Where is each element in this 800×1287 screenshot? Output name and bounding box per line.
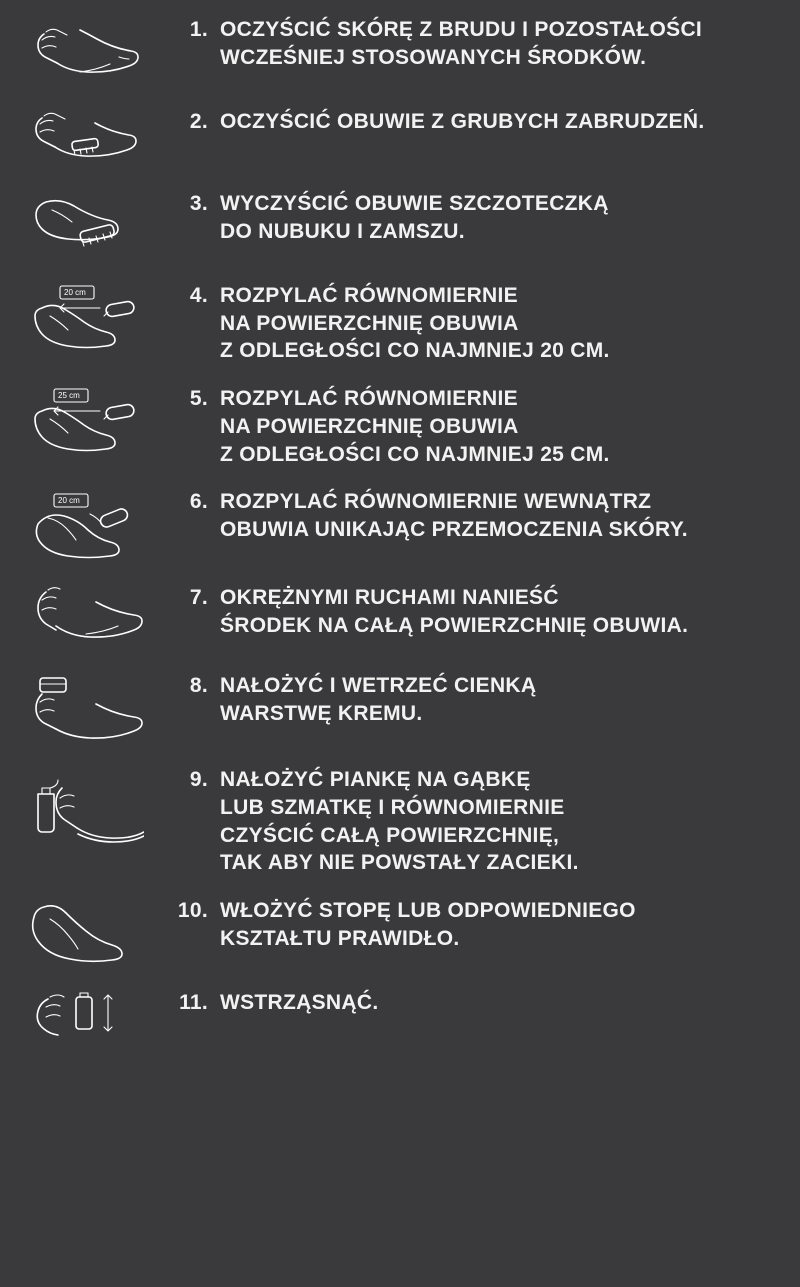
cream-jar-applying-icon bbox=[24, 672, 144, 746]
step-9-line-2: LUB SZMATKĘ I RÓWNOMIERNIE bbox=[220, 796, 565, 820]
step-4 bbox=[18, 280, 782, 365]
step-5-text bbox=[220, 383, 782, 468]
step-1 bbox=[18, 14, 782, 88]
step-8-number: 8. bbox=[189, 674, 208, 698]
step-10-text bbox=[220, 895, 782, 952]
step-9-number: 9. bbox=[189, 768, 208, 792]
step-8 bbox=[18, 670, 782, 746]
step-4-line-2: NA POWIERZCHNIĘ OBUWIA bbox=[220, 311, 519, 335]
step-5-line-3: Z ODLEGŁOŚCI CO NAJMNIEJ 25 CM. bbox=[220, 442, 610, 466]
step-2-number: 2. bbox=[189, 110, 208, 133]
step-11-number: 11. bbox=[179, 991, 208, 1015]
brush-cleaning-shoe-icon bbox=[24, 108, 144, 170]
step-8-line-2: WARSTWĘ KREMU. bbox=[220, 702, 423, 726]
step-3 bbox=[18, 188, 782, 262]
step-1-number: 1. bbox=[189, 18, 208, 41]
step-10-line-2: KSZTAŁTU PRAWIDŁO. bbox=[220, 926, 460, 950]
step-5-line-1: ROZPYLAĆ RÓWNOMIERNIE bbox=[220, 387, 518, 411]
step-2-icon-cell bbox=[18, 106, 150, 170]
spray-25cm-icon bbox=[24, 385, 144, 463]
step-4-line-3: Z ODLEGŁOŚCI CO NAJMNIEJ 20 CM. bbox=[220, 339, 610, 363]
step-8-line-1: NAŁOŻYĆ I WETRZEĆ CIENKĄ bbox=[220, 674, 537, 698]
step-7-line-2: ŚRODEK NA CAŁĄ POWIERZCHNIĘ OBUWIA. bbox=[220, 614, 689, 638]
step-10-line-1: WŁOŻYĆ STOPĘ LUB ODPOWIEDNIEGO bbox=[220, 899, 636, 923]
step-3-line-1: WYCZYŚCIĆ OBUWIE SZCZOTECZKĄ bbox=[220, 192, 609, 215]
step-9-line-3: CZYŚCIĆ CAŁĄ POWIERZCHNIĘ, bbox=[220, 823, 560, 847]
step-7 bbox=[18, 582, 782, 652]
step-11-icon-cell bbox=[18, 987, 150, 1045]
step-6-line-1: ROZPYLAĆ RÓWNOMIERNIE WEWNĄTRZ bbox=[220, 490, 652, 514]
step-5-dimension-label: 25 cm bbox=[58, 391, 80, 401]
step-9-icon-cell bbox=[18, 764, 150, 858]
step-1-line-2: WCZEŚNIEJ STOSOWANYCH ŚRODKÓW. bbox=[220, 45, 647, 69]
step-4-number: 4. bbox=[189, 284, 208, 307]
spray-inside-shoe-icon bbox=[24, 488, 144, 564]
shake-bottle-icon bbox=[24, 989, 144, 1045]
step-4-line-1: ROZPYLAĆ RÓWNOMIERNIE bbox=[220, 284, 518, 307]
step-7-line-1: OKRĘŻNYMI RUCHAMI NANIEŚĆ bbox=[220, 586, 559, 610]
step-6-text bbox=[220, 486, 782, 543]
step-6-icon-cell bbox=[18, 486, 150, 564]
circular-motion-hand-icon bbox=[24, 584, 144, 652]
step-3-number: 3. bbox=[189, 192, 208, 215]
step-9-line-4: TAK ABY NIE POWSTAŁY ZACIEKI. bbox=[220, 851, 579, 875]
step-1-text bbox=[220, 14, 782, 71]
step-11-line-1: WSTRZĄSNĄĆ. bbox=[220, 991, 379, 1015]
step-5 bbox=[18, 383, 782, 468]
step-3-text bbox=[220, 188, 782, 245]
shoe-tree-foot-icon bbox=[24, 897, 144, 969]
step-7-icon-cell bbox=[18, 582, 150, 652]
step-4-text bbox=[220, 280, 782, 365]
step-8-icon-cell bbox=[18, 670, 150, 746]
foam-dispenser-sponge-icon bbox=[24, 766, 144, 858]
step-5-number: 5. bbox=[189, 387, 208, 411]
step-6 bbox=[18, 486, 782, 564]
step-3-icon-cell bbox=[18, 188, 150, 262]
step-8-text bbox=[220, 670, 782, 727]
nubuck-suede-brush-icon bbox=[24, 190, 144, 262]
step-9-text bbox=[220, 764, 782, 877]
step-7-text bbox=[220, 582, 782, 639]
step-11 bbox=[18, 987, 782, 1045]
step-10-number: 10. bbox=[177, 899, 208, 923]
step-9-line-1: NAŁOŻYĆ PIANKĘ NA GĄBKĘ bbox=[220, 768, 531, 792]
step-7-number: 7. bbox=[189, 586, 208, 610]
step-1-icon-cell bbox=[18, 14, 150, 88]
step-2-line-1: OCZYŚCIĆ OBUWIE Z GRUBYCH ZABRUDZEŃ. bbox=[220, 110, 705, 133]
spray-20cm-icon bbox=[24, 282, 144, 360]
step-4-dimension-label: 20 cm bbox=[64, 288, 86, 297]
cloth-wiping-shoe-icon bbox=[24, 16, 144, 88]
step-10-icon-cell bbox=[18, 895, 150, 969]
step-3-line-2: DO NUBUKU I ZAMSZU. bbox=[220, 219, 465, 243]
step-2 bbox=[18, 106, 782, 170]
step-6-number: 6. bbox=[189, 490, 208, 514]
step-1-line-1: OCZYŚCIĆ SKÓRĘ Z BRUDU I POZOSTAŁOŚCI bbox=[220, 18, 703, 41]
step-2-text bbox=[220, 106, 782, 136]
step-10 bbox=[18, 895, 782, 969]
step-4-icon-cell bbox=[18, 280, 150, 360]
step-6-line-2: OBUWIA UNIKAJĄC PRZEMOCZENIA SKÓRY. bbox=[220, 518, 688, 542]
step-9 bbox=[18, 764, 782, 877]
step-11-text bbox=[220, 987, 782, 1017]
step-5-icon-cell bbox=[18, 383, 150, 463]
step-6-dimension-label: 20 cm bbox=[58, 496, 80, 506]
step-5-line-2: NA POWIERZCHNIĘ OBUWIA bbox=[220, 414, 519, 438]
